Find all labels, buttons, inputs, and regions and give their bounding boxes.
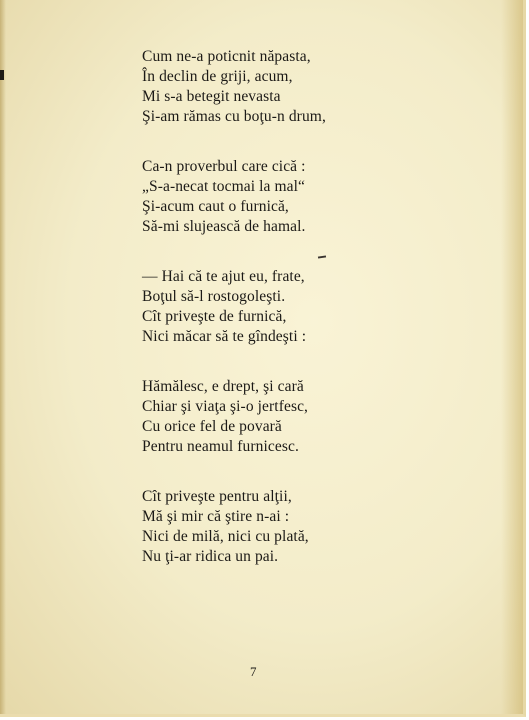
poem-line: Şi-acum caut o furnică, <box>142 198 289 215</box>
stanza-3 <box>142 267 482 347</box>
poem-line: Să-mi slujească de hamal. <box>142 218 306 235</box>
poem-line: Cu orice fel de povară <box>142 418 282 435</box>
stanza-5 <box>142 487 482 567</box>
poem-line: Mi s-a betegit nevasta <box>142 88 281 105</box>
poem-line: Chiar şi viaţa şi-o jertfesc, <box>142 398 309 415</box>
poem-line: Nici măcar să te gîndeşti : <box>142 328 307 345</box>
page-number: 7 <box>250 664 257 679</box>
margin-mark <box>0 70 4 80</box>
stanza-4 <box>142 377 482 457</box>
stanza-1 <box>142 47 482 127</box>
poem-line: Nu ţi-ar ridica un pai. <box>142 548 279 565</box>
poem-line: Cît priveşte de furnică, <box>142 308 287 325</box>
poem-line: Hămălesc, e drept, şi cară <box>142 378 304 395</box>
poem-line: În declin de griji, acum, <box>142 68 293 85</box>
binding-shadow <box>0 0 6 714</box>
poem-line: Cum ne-a poticnit năpasta, <box>142 48 311 65</box>
poem-line: Mă şi mir că ştire n-ai : <box>142 508 290 525</box>
poem-line: „S-a-necat tocmai la mal“ <box>142 178 306 195</box>
stanza-2 <box>142 157 482 237</box>
poem-body <box>142 47 482 567</box>
page-edge-shade <box>501 0 523 714</box>
poem-line: Boţul să-l rostogoleşti. <box>142 288 286 305</box>
poem-line: Nici de milă, nici cu plată, <box>142 528 309 545</box>
poem-line: Cît priveşte pentru alţii, <box>142 488 292 505</box>
poem-line: Şi-am rămas cu boţu-n drum, <box>142 108 326 125</box>
poem-line: — Hai că te ajut eu, frate, <box>142 268 305 285</box>
poem-line: Pentru neamul furnicesc. <box>142 438 299 455</box>
poem-line: Ca-n proverbul care cică : <box>142 158 306 175</box>
